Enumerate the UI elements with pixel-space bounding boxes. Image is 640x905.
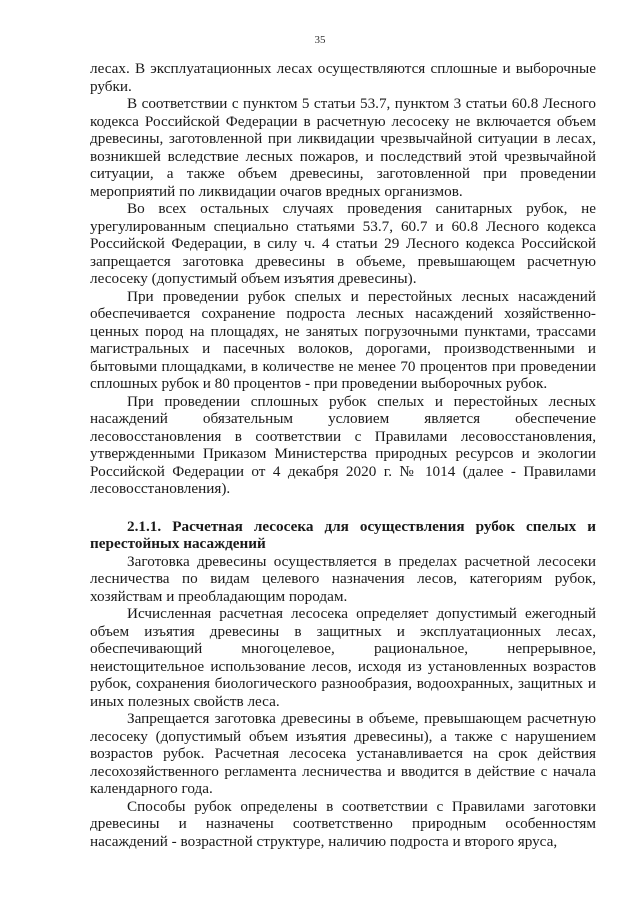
paragraph: Во всех остальных случаях проведения санитарных рубок, не урегулированным специально статьями 53.7, 60.7 и 60.8 Лесного кодекса Российской Федерации, в силу ч. 4 статьи 29 Лесного кодекса Российской запрещается заготовка древесины в объеме, превышающем расчетную лесосеку (допустимый объем изъятия древесины). xyxy=(90,200,596,287)
paragraph: При проведении рубок спелых и перестойных лесных насаждений обеспечивается сохранение подроста лесных насаждений хозяйственно-ценных пород на площадях, не занятых погрузочными пунктами, трассами магистральных и пасечных волоков, дорогами, производственными и бытовыми площадками, в количестве не менее 70 процентов при проведении сплошных рубок и 80 процентов - при проведении выборочных рубок. xyxy=(90,287,596,392)
paragraph: Способы рубок определены в соответствии с Правилами заготовки древесины и назначены соответственно природным особенностям насаждений - возрастной структуре, наличию подроста и второго яруса, xyxy=(90,797,596,850)
paragraph-continuation: лесах. В эксплуатационных лесах осуществляются сплошные и выборочные рубки. xyxy=(90,60,596,95)
section-heading: 2.1.1. Расчетная лесосека для осуществления рубок спелых и перестойных насаждений xyxy=(90,517,596,552)
section-spacer xyxy=(90,498,596,518)
paragraph: Исчисленная расчетная лесосека определяет допустимый ежегодный объем изъятия древесины в защитных и эксплуатационных лесах, обеспечивающий многоцелевое, рациональное, непрерывное, неистощительное использование лесов, исходя из установленных возрастов рубок, сохранения биологического разнообразия, водоохранных, защитных и иных полезных свойств леса. xyxy=(90,605,596,710)
paragraph: Заготовка древесины осуществляется в пределах расчетной лесосеки лесничества по видам целевого назначения лесов, категориям рубок, хозяйствам и преобладающим породам. xyxy=(90,552,596,605)
paragraph: В соответствии с пунктом 5 статьи 53.7, пунктом 3 статьи 60.8 Лесного кодекса Российской Федерации в расчетную лесосеку не включается объем древесины, заготовленной при ликвидации чрезвычайной ситуации в лесах, возникшей вследствие лесных пожаров, и последствий этой чрезвычайной ситуации, а также объем древесины, заготовленной при проведении мероприятий по ликвидации очагов вредных организмов. xyxy=(90,95,596,200)
document-body xyxy=(90,60,596,850)
page-number: 35 xyxy=(314,34,326,46)
paragraph: Запрещается заготовка древесины в объеме, превышающем расчетную лесосеку (допустимый объем изъятия древесины), а также с нарушением возрастов рубок. Расчетная лесосека устанавливается на срок действия лесохозяйственного регламента лесничества и вводится в действие с начала календарного года. xyxy=(90,710,596,797)
paragraph: При проведении сплошных рубок спелых и перестойных лесных насаждений обязательным условием является обеспечение лесовосстановления в соответствии с Правилами лесовосстановления, утвержденными Приказом Министерства природных ресурсов и экологии Российской Федерации от 4 декабря 2020 г. № 1014 (далее - Правилами лесовосстановления). xyxy=(90,392,596,497)
